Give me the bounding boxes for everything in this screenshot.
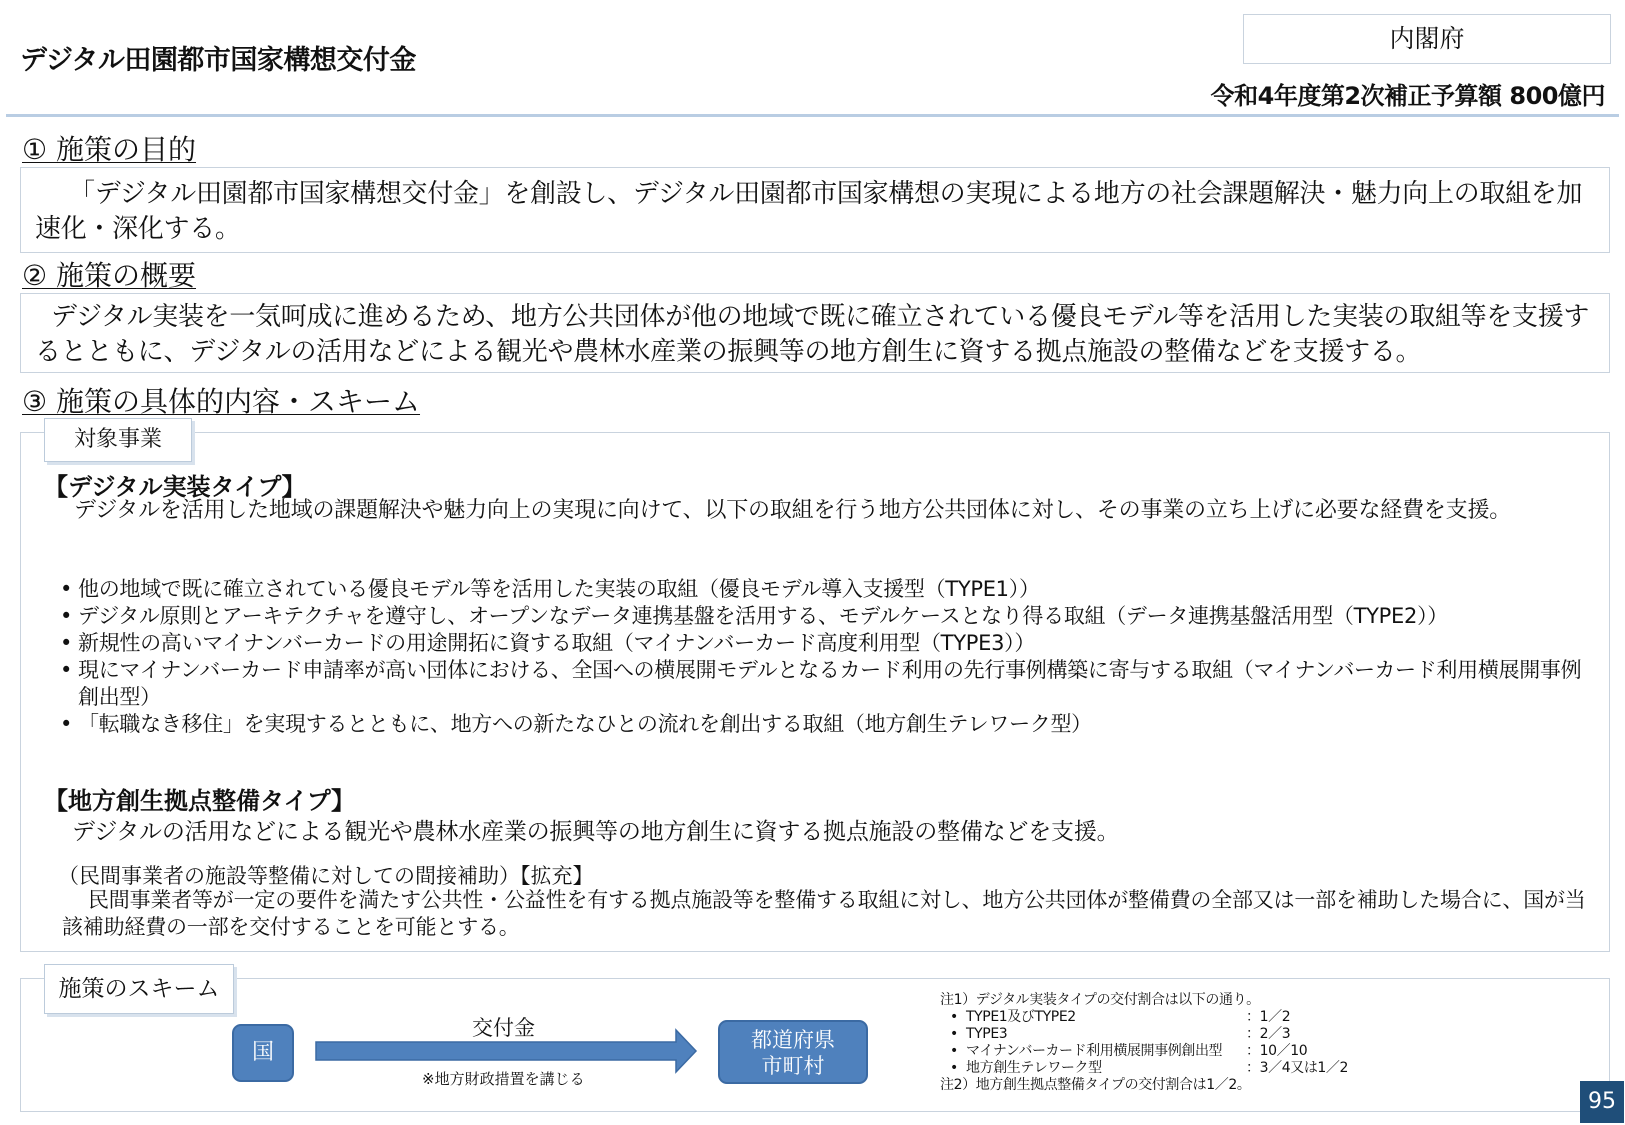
- note-2: 注2）地方創生拠点整備タイプの交付割合は1／2。: [940, 1077, 1251, 1093]
- note-value: ：2／3: [1246, 1026, 1291, 1042]
- list-item-text: 新規性の高いマイナンバーカードの用途開拓に資する取組（マイナンバーカード高度利用型（TYPE3））: [78, 631, 1036, 655]
- note-bullet: •: [950, 1009, 958, 1025]
- digital-type-description: デジタルを活用した地域の課題解決や魅力向上の実現に向けて、以下の取組を行う地方公共団体に対し、その事業の立ち上げに必要な経費を支援。: [74, 498, 1512, 523]
- ministry-label: 内閣府: [1243, 14, 1611, 64]
- section-overview-box: [20, 293, 1610, 373]
- scheme-notes: [940, 992, 1348, 1094]
- bullet-mark: •: [60, 712, 73, 736]
- hub-type-heading: 【地方創生拠点整備タイプ】: [44, 787, 356, 815]
- list-item: [60, 603, 1600, 630]
- note-label: マイナンバーカード利用横展開事例創出型: [966, 1043, 1223, 1059]
- note-value: ：10／10: [1246, 1043, 1308, 1059]
- scheme-tab: 施策のスキーム: [44, 964, 234, 1014]
- list-item-text: 他の地域で既に確立されている優良モデル等を活用した実装の取組（優良モデル導入支援型（TYPE1））: [78, 577, 1040, 601]
- grant-label: 交付金: [472, 1016, 535, 1040]
- node-municipality-label: 市町村: [761, 1054, 825, 1078]
- list-item-text: 現にマイナンバーカード申請率が高い団体における、全国への横展開モデルとなるカード利用の先行事例構築に寄与する取組（マイナンバーカード利用横展開事例創出型）: [78, 658, 1582, 709]
- list-item-text: デジタル原則とアーキテクチャを遵守し、オープンなデータ連携基盤を活用する、モデルケースとなり得る取組（データ連携基盤活用型（TYPE2））: [78, 604, 1448, 628]
- note-row: [940, 1026, 1348, 1043]
- section-overview-heading: ② 施策の概要: [22, 259, 197, 292]
- note-bullet: •: [950, 1043, 958, 1059]
- node-prefecture-label: 都道府県: [751, 1028, 835, 1052]
- digital-type-heading: 【デジタル実装タイプ】: [44, 473, 306, 501]
- node-local-governments: [718, 1020, 868, 1084]
- bullet-mark: •: [60, 631, 73, 655]
- indirect-subsidy-description: 民間事業者等が一定の要件を満たす公共性・公益性を有する拠点施設等を整備する取組に対し、地方公共団体が整備費の全部又は一部を補助した場合に、国が当該補助経費の一部を交付することを可能とする。: [62, 888, 1586, 939]
- page-number: 95: [1580, 1081, 1624, 1123]
- hub-type-description: デジタルの活用などによる観光や農林水産業の振興等の地方創生に資する拠点施設の整備などを支援。: [72, 819, 1120, 845]
- note-bullet: •: [950, 1026, 958, 1042]
- grant-note: ※地方財政措置を講じる: [422, 1070, 585, 1088]
- budget-amount: 令和4年度第2次補正予算額 800億円: [1210, 82, 1605, 110]
- list-item: [60, 711, 1600, 738]
- section-purpose-text: 「デジタル田園都市国家構想交付金」を創設し、デジタル田園都市国家構想の実現による地方の社会課題解決・魅力向上の取組を加速化・深化する。: [35, 179, 1583, 244]
- note-row: [940, 1043, 1348, 1060]
- node-national-government: 国: [232, 1024, 294, 1082]
- list-item: [60, 630, 1600, 657]
- note-1-heading: 注1）デジタル実装タイプの交付割合は以下の通り。: [940, 992, 1260, 1008]
- list-item-text: 「転職なき移住」を実現するとともに、地方への新たなひとの流れを創出する取組（地方創生テレワーク型）: [78, 712, 1092, 736]
- indirect-subsidy-heading: （民間事業者の施設等整備に対しての間接補助）【拡充】: [58, 864, 594, 888]
- bullet-mark: •: [60, 577, 73, 601]
- note-label: TYPE3: [966, 1026, 1008, 1042]
- note-label: 地方創生テレワーク型: [966, 1060, 1102, 1076]
- note-value: ：3／4又は1／2: [1246, 1060, 1349, 1076]
- target-projects-tab: 対象事業: [44, 418, 192, 462]
- header-divider: [6, 114, 1619, 117]
- section-overview-text: デジタル実装を一気呵成に進めるため、地方公共団体が他の地域で既に確立されている優良モデル等を活用した実装の取組等を支援するとともに、デジタルの活用などによる観光や農林水産業の振興等の地方創生に資する拠点施設の整備などを支援する。: [35, 302, 1590, 367]
- digital-type-list: [60, 576, 1600, 738]
- section-purpose-box: [20, 167, 1610, 253]
- section-details-heading: ③ 施策の具体的内容・スキーム: [22, 385, 421, 418]
- bullet-mark: •: [60, 604, 73, 628]
- note-label: TYPE1及びTYPE2: [966, 1009, 1076, 1025]
- bullet-mark: •: [60, 658, 73, 682]
- list-item: [60, 576, 1600, 603]
- page-title: デジタル田園都市国家構想交付金: [20, 45, 416, 76]
- note-row: [940, 1060, 1348, 1077]
- note-row: [940, 1009, 1348, 1026]
- section-purpose-heading: ① 施策の目的: [22, 133, 197, 166]
- list-item: [60, 657, 1600, 711]
- note-value: ：1／2: [1246, 1009, 1291, 1025]
- note-bullet: •: [950, 1060, 958, 1076]
